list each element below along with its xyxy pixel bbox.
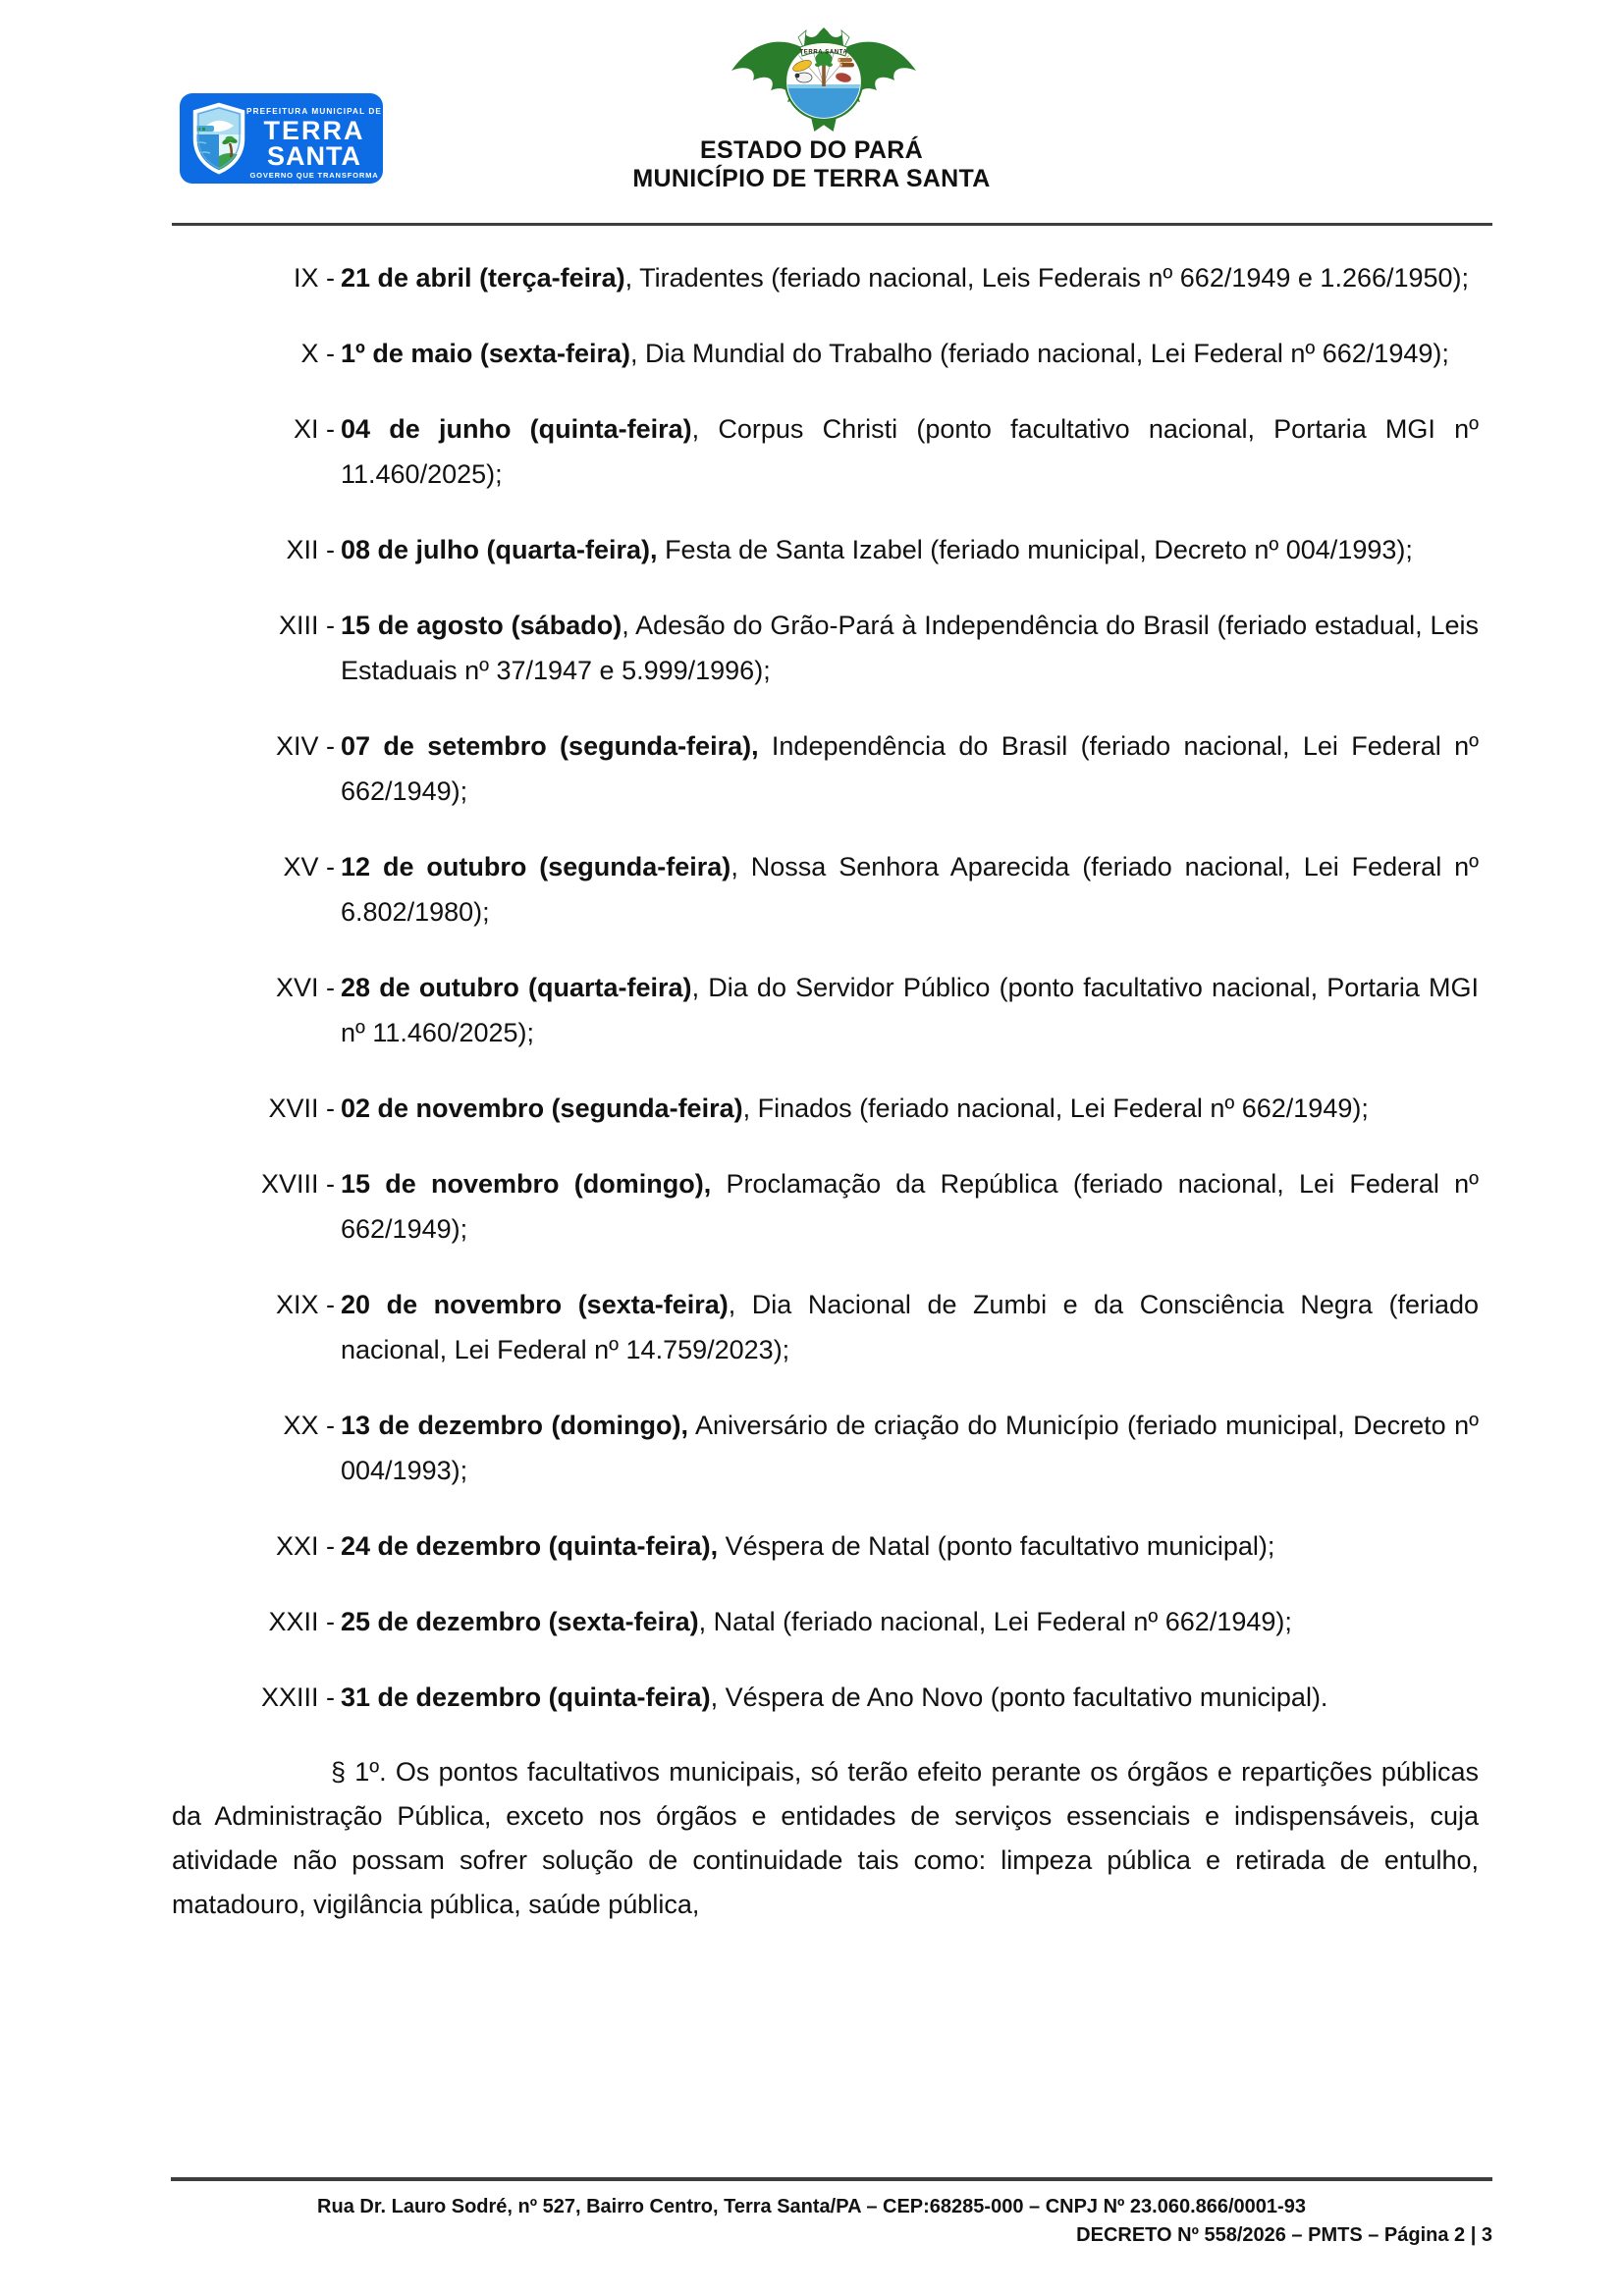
holiday-date: 02 de novembro (segunda-feira) (341, 1094, 743, 1123)
holiday-item (172, 406, 1492, 497)
holiday-text (341, 965, 1492, 1055)
holiday-desc: , Corpus Christi (ponto facultativo nacional, Portaria MGI nº 11.460/2025); (341, 414, 1480, 489)
holiday-item (172, 1282, 1492, 1372)
municipal-crest (714, 26, 934, 135)
paragraph-section-1: § 1º. Os pontos facultativos municipais, só terão efeito perante os órgãos e repartições públicas da Administração Pública, exceto nos órgãos e entidades de serviços essenciais e indispensáveis, cuja atividade não possam sofrer solução de continuidade tais como: limpeza pública e retirada de entulho, matadouro, vigilância pública, saúde pública, (172, 1757, 1479, 1919)
holiday-numeral: XX - (283, 1411, 335, 1440)
holiday-text (341, 406, 1492, 497)
holiday-date: 15 de novembro (domingo), (341, 1169, 712, 1199)
holiday-desc: Festa de Santa Izabel (feriado municipal, Decreto nº 004/1993); (657, 535, 1413, 564)
holiday-item (172, 1523, 1492, 1569)
holiday-item (172, 331, 1492, 376)
holiday-desc: Proclamação da República (feriado nacional, Lei Federal nº 662/1949); (341, 1169, 1479, 1244)
holiday-numeral: XI - (293, 414, 335, 444)
holiday-desc: , Tiradentes (feriado nacional, Leis Federais nº 662/1949 e 1.266/1950); (624, 263, 1470, 293)
holiday-date: 15 de agosto (sábado) (341, 611, 622, 640)
holiday-numeral: XVIII - (260, 1169, 335, 1199)
holiday-numeral: XIV - (275, 731, 335, 761)
holiday-date: 28 de outubro (quarta-feira) (341, 973, 692, 1002)
holiday-numeral: XXIII - (260, 1682, 335, 1712)
holiday-date: 07 de setembro (segunda-feira), (341, 731, 759, 761)
holiday-date: 08 de julho (quarta-feira), (341, 535, 658, 564)
holiday-text (341, 1599, 1492, 1644)
holiday-numeral: XV - (283, 852, 335, 881)
holiday-text (341, 723, 1492, 814)
crest-water (785, 84, 862, 120)
holiday-item (172, 255, 1492, 300)
holiday-text (341, 1523, 1492, 1569)
holiday-item (172, 1599, 1492, 1644)
footer-decree-page: DECRETO Nº 558/2026 – PMTS – Página 2 | 3 (1076, 2224, 1492, 2246)
holiday-date: 24 de dezembro (quinta-feira), (341, 1531, 719, 1561)
holiday-item (172, 1403, 1492, 1493)
holiday-item (172, 844, 1492, 934)
holiday-text (341, 1403, 1492, 1493)
holiday-desc: , Dia Mundial do Trabalho (feriado nacional, Lei Federal nº 662/1949); (629, 339, 1449, 368)
holiday-desc: , Dia do Servidor Público (ponto facultativo nacional, Portaria MGI nº 11.460/2025); (341, 973, 1480, 1047)
holiday-item (172, 1086, 1492, 1131)
holiday-date: 25 de dezembro (sexta-feira) (341, 1607, 699, 1636)
holiday-text (341, 255, 1492, 300)
holiday-date: 21 de abril (terça-feira) (341, 263, 625, 293)
holiday-desc: , Nossa Senhora Aparecida (feriado nacional, Lei Federal nº 6.802/1980); (341, 852, 1479, 927)
holiday-date: 20 de novembro (sexta-feira) (341, 1290, 729, 1319)
logo-title2: SANTA (267, 141, 361, 171)
header-divider (172, 223, 1492, 226)
holiday-numeral: XVII - (268, 1094, 335, 1123)
holiday-item (172, 1675, 1492, 1720)
holiday-desc: , Dia Nacional de Zumbi e da Consciência Negra (feriado nacional, Lei Federal nº 14.759/2023); (341, 1290, 1479, 1364)
holiday-date: 04 de junho (quinta-feira) (341, 414, 692, 444)
holiday-desc: Aniversário de criação do Município (feriado municipal, Decreto nº 004/1993); (341, 1411, 1480, 1485)
holiday-text (341, 603, 1492, 693)
holiday-numeral: XXI - (275, 1531, 335, 1561)
logo-title1: TERRA (263, 116, 365, 145)
holiday-desc: , Véspera de Ano Novo (ponto facultativo municipal). (710, 1682, 1328, 1712)
header-title-block (0, 136, 1623, 193)
holiday-item (172, 527, 1492, 572)
holiday-numeral: XIX - (275, 1290, 335, 1319)
holiday-date: 12 de outubro (segunda-feira) (341, 852, 731, 881)
holiday-text (341, 1086, 1492, 1131)
holiday-text (341, 1675, 1492, 1720)
logo-line1: PREFEITURA MUNICIPAL DE (246, 107, 382, 116)
holiday-date: 13 de dezembro (domingo), (341, 1411, 688, 1440)
holiday-desc: Independência do Brasil (feriado nacional, Lei Federal nº 662/1949); (341, 731, 1479, 806)
holiday-numeral: XIII - (278, 611, 335, 640)
logo-tagline: GOVERNO QUE TRANSFORMA (249, 171, 379, 180)
holiday-text (341, 844, 1492, 934)
holiday-text (341, 1282, 1492, 1372)
crest-ribbon-label: TERRA SANTA (799, 49, 848, 56)
document-body (172, 255, 1492, 1927)
footer-address: Rua Dr. Lauro Sodré, nº 527, Bairro Centro, Terra Santa/PA – CEP:68285-000 – CNPJ Nº 23.060.866/0001-93 (317, 2196, 1306, 2217)
footer-divider (171, 2177, 1492, 2181)
holiday-item (172, 723, 1492, 814)
holiday-numeral: XXII - (268, 1607, 335, 1636)
holiday-text (341, 1161, 1492, 1252)
holiday-desc: Véspera de Natal (ponto facultativo municipal); (718, 1531, 1275, 1561)
holiday-desc: , Finados (feriado nacional, Lei Federal nº 662/1949); (742, 1094, 1369, 1123)
holiday-numeral: X - (300, 339, 335, 368)
holiday-desc: , Natal (feriado nacional, Lei Federal nº 662/1949); (698, 1607, 1292, 1636)
holiday-text (341, 527, 1492, 572)
holiday-item (172, 603, 1492, 693)
holiday-item (172, 1161, 1492, 1252)
header-state: ESTADO DO PARÁ (700, 136, 923, 164)
holiday-date: 31 de dezembro (quinta-feira) (341, 1682, 711, 1712)
holiday-numeral: XVI - (275, 973, 335, 1002)
holiday-list (172, 255, 1492, 1720)
holiday-date: 1º de maio (sexta-feira) (341, 339, 630, 368)
header-municipality: MUNICÍPIO DE TERRA SANTA (632, 165, 991, 192)
holiday-text (341, 331, 1492, 376)
holiday-numeral: XII - (286, 535, 335, 564)
holiday-desc: , Adesão do Grão-Pará à Independência do Brasil (feriado estadual, Leis Estaduais nº 37/1947 e 5.999/1996); (341, 611, 1479, 685)
holiday-item (172, 965, 1492, 1055)
holiday-numeral: IX - (293, 263, 335, 293)
